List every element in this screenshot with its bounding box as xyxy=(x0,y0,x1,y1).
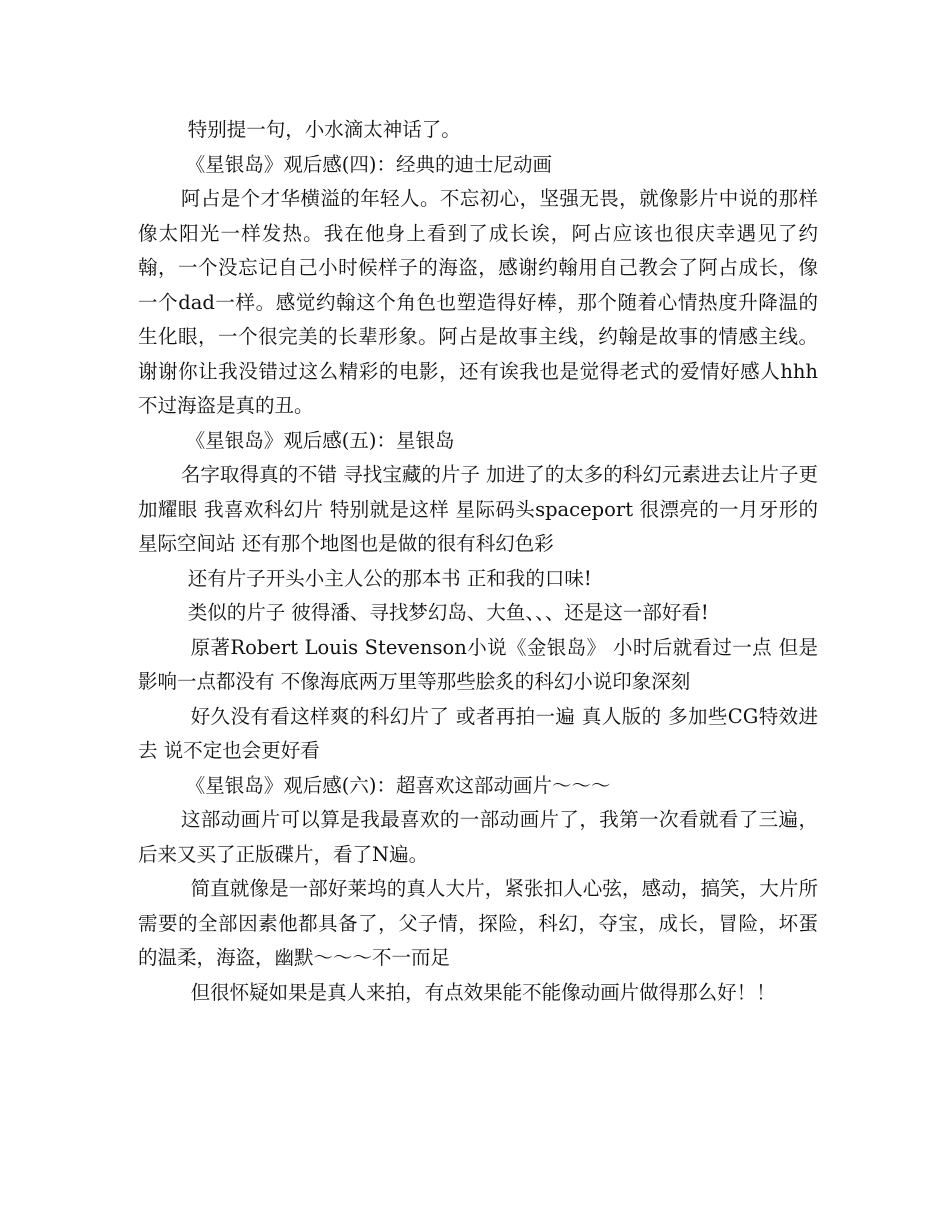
paragraph: 好久没有看这样爽的科幻片了 或者再拍一遍 真人版的 多加些CG特效进去 说不定也会更好看 xyxy=(138,704,818,762)
paragraph: 特别提一句，小水滴太神话了。 xyxy=(187,118,461,141)
section-heading-4: 《星银岛》观后感(四)：经典的迪士尼动画 xyxy=(185,152,552,176)
paragraph: 但很怀疑如果是真人来拍，有点效果能不能像动画片做得那么好！！ xyxy=(190,980,776,1004)
paragraph: 还有片子开头小主人公的那本书 正和我的口味! xyxy=(187,566,592,590)
paragraph: 阿占是个才华横溢的年轻人。不忘初心，坚强无畏，就像影片中说的那样 像太阳光一样发热。我在他身上看到了成长诶，阿占应该也很庆幸遇见了约翰，一个没忘记自己小时候样子的海盗，感谢约翰用自己教会了阿占成长，像一个dad一样。感觉约翰这个角色也塑造得好棒，那个随着心情热度升降温的生化眼，一个很完美的长辈形象。阿占是故事主线，约翰是故事的情感主线。谢谢你让我没错过这么精彩的电影，还有诶我也是觉得老式的爱情好感人hhh不过海盗是真的丑。 xyxy=(138,187,818,417)
paragraph: 类似的片子 彼得潘、寻找梦幻岛、大鱼、、、还是这一部好看! xyxy=(187,601,709,624)
paragraph: 这部动画片可以算是我最喜欢的一部动画片了，我第一次看就看了三遍，后来又买了正版碟片，看了N遍。 xyxy=(138,808,818,866)
section-heading-6: 《星银岛》观后感(六)：超喜欢这部动画片～～～ xyxy=(185,773,611,797)
paragraph: 简直就像是一部好莱坞的真人大片，紧张扣人心弦，感动，搞笑，大片所需要的全部因素他都具备了，父子情，探险，科幻，夺宝，成长，冒险，坏蛋的温柔，海盗，幽默～～～不一而足 xyxy=(138,877,818,969)
paragraph: 原著Robert Louis Stevenson小说《金银岛》 小时后就看过一点 但是影响一点都没有 不像海底两万里等那些脍炙的科幻小说印象深刻 xyxy=(138,635,818,693)
document-body xyxy=(138,113,818,1010)
section-heading-5: 《星银岛》观后感(五)：星银岛 xyxy=(185,428,455,452)
paragraph: 名字取得真的不错 寻找宝藏的片子 加进了的太多的科幻元素进去让片子更加耀眼 我喜欢科幻片 特别就是这样 星际码头spaceport 很漂亮的一月牙形的星际空间站 还有那个地图也是做的很有科幻色彩 xyxy=(138,463,818,555)
